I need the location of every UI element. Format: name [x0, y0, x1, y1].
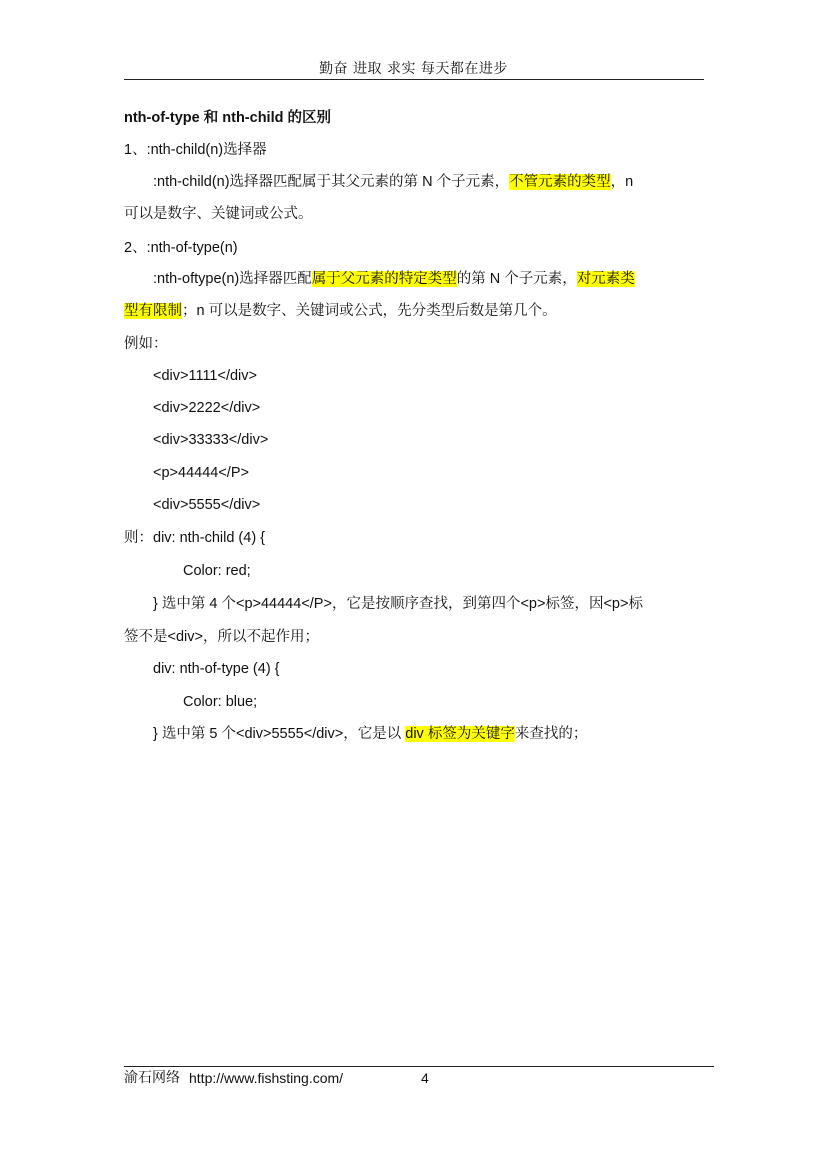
footer-url[interactable]: http://www.fishsting.com/ — [189, 1070, 344, 1086]
item2-paragraph-line1 — [153, 269, 635, 289]
item2-highlight-1: 属于父元素的特定类型 — [311, 271, 457, 287]
rule1-label: 则： — [124, 530, 153, 546]
item2-highlight-2: 对元素类 — [576, 271, 635, 287]
item2-paragraph-line2 — [124, 301, 557, 321]
item1-text-a: :nth-child(n)选择器匹配属于其父元素的第 N 个子元素， — [153, 174, 510, 190]
item2-text-a: :nth-oftype(n)选择器匹配 — [153, 271, 312, 287]
code-line: <p>44444</P> — [153, 465, 249, 481]
item2-highlight-3: 型有限制 — [124, 303, 182, 319]
footer-divider — [124, 1066, 714, 1067]
code-line: <div>33333</div> — [153, 432, 269, 448]
section-title: nth-of-type 和 nth-child 的区别 — [124, 110, 331, 126]
rule1-selector: div: nth-child (4) { — [153, 530, 266, 546]
item2-heading: 2、:nth-of-type(n) — [124, 240, 238, 256]
rule1-close: } 选中第 4 个<p>44444</P>，它是按顺序查找，到第四个<p>标签，因<p>标 — [153, 596, 643, 612]
header-motto: 勤奋 进取 求实 每天都在进步 — [319, 61, 508, 77]
item1-text-b: ，n — [610, 174, 634, 190]
footer-page-number: 4 — [421, 1070, 429, 1086]
header-divider — [124, 79, 704, 80]
example-label: 例如： — [124, 336, 168, 352]
rule1-property: Color: red; — [183, 563, 251, 579]
rule1-close-continued: 签不是<div>，所以不起作用； — [124, 629, 319, 645]
rule2-highlight: div 标签为关键字 — [405, 726, 515, 742]
code-line: <div>2222</div> — [153, 400, 261, 416]
item2-text-b: 的第 N 个子元素， — [456, 271, 577, 287]
rule2-selector: div: nth-of-type (4) { — [153, 661, 280, 677]
rule2-text-a: } 选中第 5 个<div>5555</div>，它是以 — [153, 726, 406, 742]
item2-text-c: ；n 可以是数字、关键词或公式，先分类型后数是第几个。 — [182, 303, 557, 319]
rule2-property: Color: blue; — [183, 694, 258, 710]
rule1-selector-line — [124, 528, 265, 548]
code-line: <div>5555</div> — [153, 497, 261, 513]
item1-heading: 1、:nth-child(n)选择器 — [124, 142, 267, 158]
rule2-text-b: 来查找的； — [514, 726, 588, 742]
item1-paragraph-line2: 可以是数字、关键词或公式。 — [124, 206, 313, 222]
footer-company: 渝石网络 — [124, 1070, 180, 1086]
code-line: <div>1111</div> — [153, 368, 257, 384]
rule2-close — [153, 724, 587, 744]
item1-highlight: 不管元素的类型 — [509, 174, 611, 190]
item1-paragraph-line1 — [153, 172, 633, 192]
